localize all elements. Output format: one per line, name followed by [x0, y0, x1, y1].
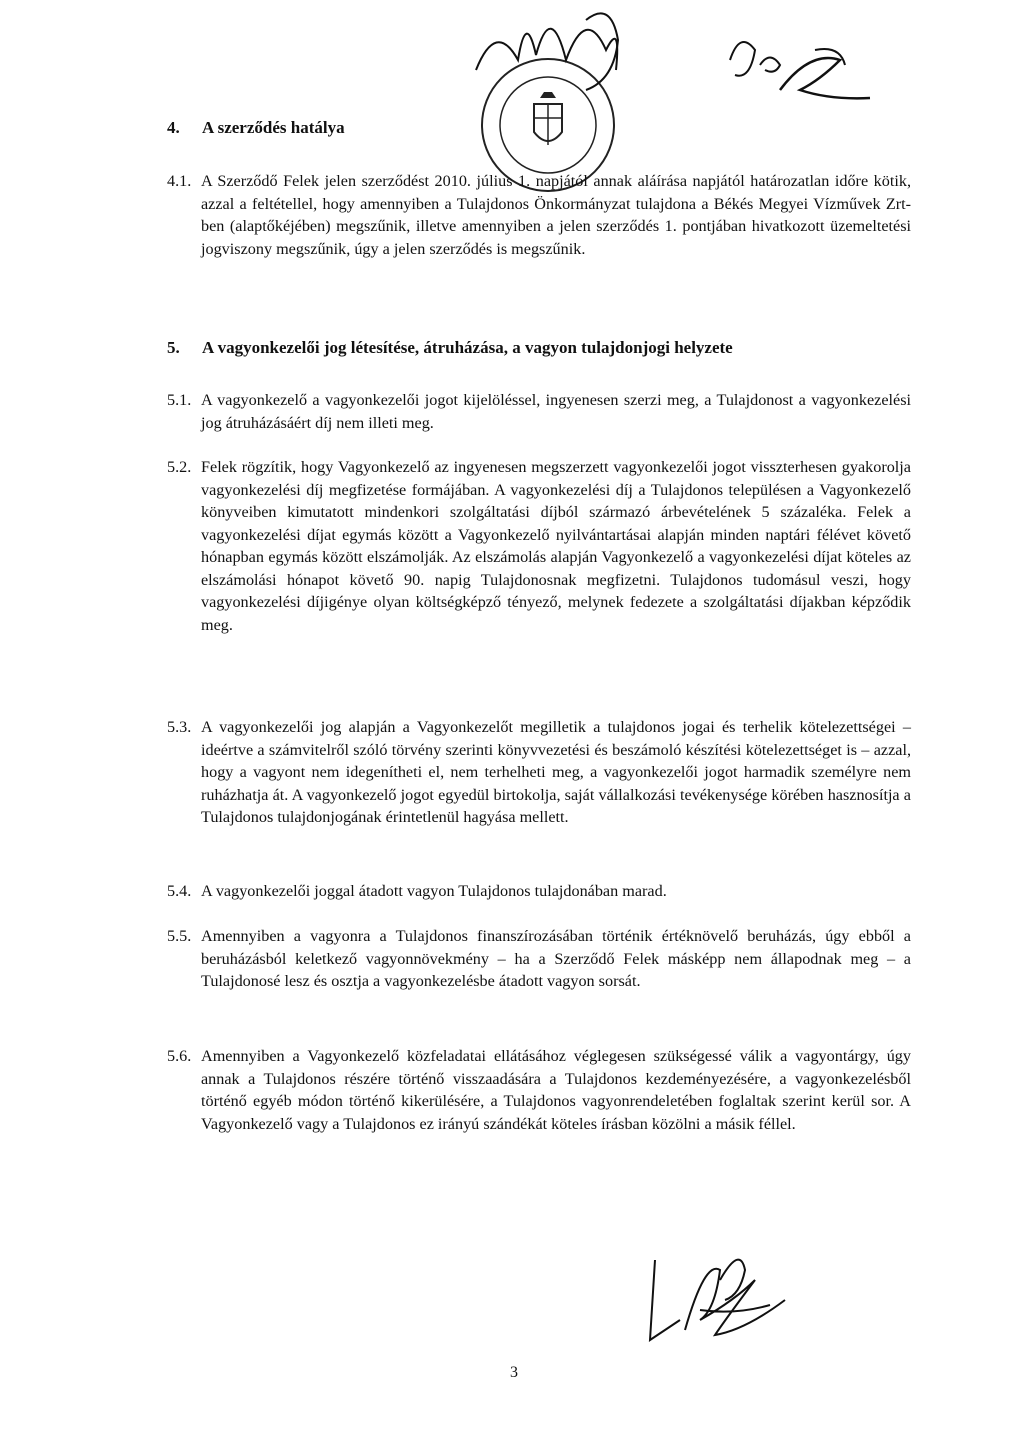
paragraph-text: A vagyonkezelő a vagyonkezelői jogot kijelöléssel, ingyenesen szerzi meg, a Tulajdonost a vagyonkezelési jog átruházásáért díj nem illeti meg. — [201, 391, 911, 432]
section-4-number: 4. — [167, 118, 180, 137]
paragraph-text: Amennyiben a Vagyonkezelő közfeladatai ellátásához véglegesen szükségessé válik a vagyontárgy, úgy annak a Tulajdonos részére történő visszaadására a Tulajdonos kezdeményezésére, a vagyonkezelésből történő egyéb módon történő kikerülésére, a Tulajdonos vagyonrendeletében foglaltak szerint kerül sor. A Vagyonkezelő vagy a Tulajdonos ez irányú szándékát köteles írásban közölni a másik féllel. — [201, 1047, 911, 1133]
paragraph-5-6 — [167, 1045, 911, 1135]
section-5-heading — [167, 338, 733, 358]
paragraph-text: A vagyonkezelői jog alapján a Vagyonkezelőt megilletik a tulajdonos jogai és terhelik kötelezettségei – ideértve a számvitelről szóló törvény szerinti könyvvezetési és beszámoló készítési kötelezettséget is – azzal, hogy a vagyont nem idegenítheti el, nem terhelheti meg, a vagyonkezelői jogot harmadik személyre nem ruházhatja át. A vagyonkezelő jogot egyedül birtokolja, saját vállalkozási tevékenysége körében hasznosítja a Tulajdonos tulajdonjogának érintetlenül hagyása mellett. — [201, 718, 911, 826]
paragraph-5-2 — [167, 456, 911, 636]
section-5-number: 5. — [167, 338, 180, 357]
paragraph-5-4 — [167, 880, 911, 903]
paragraph-number: 5.4. — [167, 882, 192, 900]
paragraph-number: 5.5. — [167, 927, 192, 945]
page-number: 3 — [510, 1364, 518, 1381]
paragraph-text: Amennyiben a vagyonra a Tulajdonos finanszírozásában történik értéknövelő beruházás, úgy ebből a beruházásból keletkező vagyonnövekmény – ha a Szerződő Felek másképp nem állapodnak meg – a Tulajdonosé lesz és osztja a vagyonkezelésbe átadott vagyon sorsát. — [201, 927, 911, 990]
section-4-title: A szerződés hatálya — [202, 118, 345, 137]
signature-bottom — [645, 1240, 795, 1360]
initials-signature-top — [720, 20, 880, 120]
section-5-title: A vagyonkezelői jog létesítése, átruházása, a vagyon tulajdonjogi helyzete — [202, 338, 733, 357]
paragraph-text: Felek rögzítik, hogy Vagyonkezelő az ingyenesen megszerzett vagyonkezelői jogot visszterhesen gyakorolja vagyonkezelési díj megfizetése formájában. A vagyonkezelési díj a Tulajdonos településen a Vagyonkezelő könyveiben kimutatott mindenkori szolgáltatási díjból származó árbevételének 5 százaléka. Felek a vagyonkezelési díjat egymás között a Vagyonkezelő nyilvántartásai alapján minden naptári félévet követő hónapban egymás között elszámolják. Az elszámolás alapján Vagyonkezelő a vagyonkezelési díjat köteles az elszámolási hónapot követő 90. napig Tulajdonosnak megfizetni. Tulajdonos tudomásul veszi, hogy vagyonkezelési díjigénye olyan költségképző tényező, melynek fedezete a szolgáltatási díjakban képződik meg. — [201, 458, 911, 634]
paragraph-4-1 — [167, 170, 911, 260]
paragraph-5-3 — [167, 716, 911, 829]
paragraph-number: 5.1. — [167, 391, 192, 409]
section-4-heading — [167, 118, 345, 138]
paragraph-number: 5.6. — [167, 1047, 192, 1065]
paragraph-5-1 — [167, 389, 911, 434]
paragraph-number: 5.3. — [167, 718, 192, 736]
paragraph-number: 5.2. — [167, 458, 192, 476]
paragraph-5-5 — [167, 925, 911, 993]
paragraph-number: 4.1. — [167, 172, 192, 190]
paragraph-text: A vagyonkezelői joggal átadott vagyon Tulajdonos tulajdonában marad. — [201, 882, 667, 900]
paragraph-text: A Szerződő Felek jelen szerződést 2010. július 1. napjától annak aláírása napjától határozatlan időre kötik, azzal a feltétellel, hogy amennyiben a Tulajdonos Önkormányzat tulajdona a Békés Megyei Vízművek Zrt-ben (alaptőkéjében) megszűnik, illetve amennyiben a jelen szerződés 1. pontjában hivatkozott üzemeltetési jogviszony megszűnik, úgy a jelen szerződés is megszűnik. — [201, 172, 911, 258]
